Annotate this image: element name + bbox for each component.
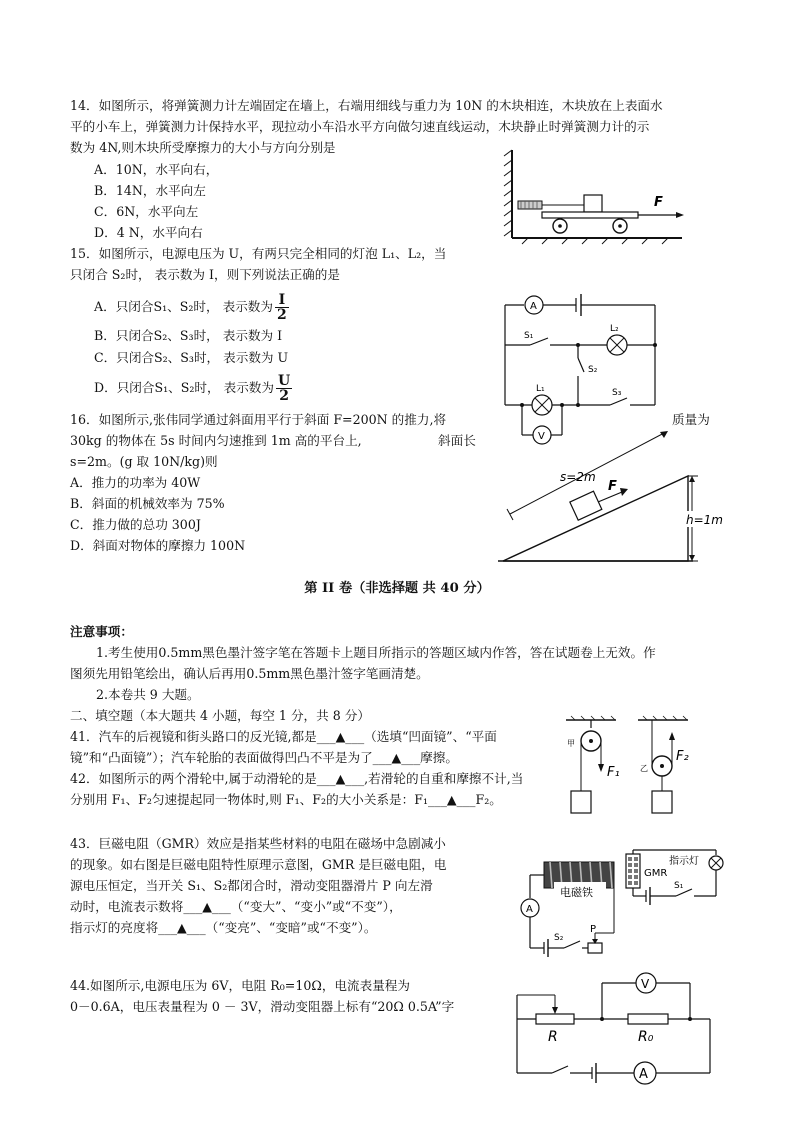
q41-line1: 41．汽车的后视镜和街头路口的反光镜,都是___▲___（选填“凹面镜”、“平面 (70, 729, 497, 744)
q44-voltmeter-label: V (641, 977, 650, 991)
notes-line2: 图须先用铅笔绘出，确认后再用0.5mm黑色墨汁签字笔画清楚。 (70, 666, 429, 681)
q43-lamp-label: 指示灯 (669, 856, 699, 867)
q42-line2: 分别用 F₁、F₂匀速提起同一物体时,则 F₁、F₂的大小关系是：F₁___▲___F₂。 (70, 792, 502, 807)
q15-l1-label: L₁ (536, 384, 545, 394)
q14-option-b: B．14N，水平向左 (94, 183, 206, 198)
q15-option-c: C．只闭合S₂、S₃时， 表示数为 U (94, 350, 289, 365)
section-title: 第 II 卷（非选择题 共 40 分） (304, 581, 490, 596)
q43-s2-label: S₂ (554, 933, 564, 943)
q16-option-b: B．斜面的机械效率为 75% (70, 496, 225, 511)
q15-s1-label: S₁ (524, 331, 534, 341)
notes-line1: 1.考生使用0.5mm黑色墨汁签字笔在答题卡上题目所指示的答题区域内作答，答在试题卷上无效。作 (96, 645, 656, 660)
q42-yi-label: 乙 (640, 764, 648, 773)
notes-line3: 2.本卷共 9 大题。 (96, 687, 200, 702)
q15-stem-line1: 15．如图所示，电源电压为 U，有两只完全相同的灯泡 L₁、L₂，当 (70, 246, 447, 261)
q44-circuit-figure (512, 965, 722, 1095)
q14-option-a: A．10N，水平向右， (94, 162, 219, 177)
q15-ammeter-label: A (530, 301, 537, 312)
q15-option-d-fraction: $\frac{U}{2}$ (277, 373, 291, 404)
q16-option-a: A．推力的功率为 40W (70, 475, 201, 490)
q44-line1: 44.如图所示,电源电压为 6V，电阻 R₀=10Ω，电流表量程为 (70, 978, 410, 993)
q44-ammeter-label: A (639, 1067, 648, 1082)
q43-gmr-label: GMR (644, 868, 668, 879)
q16-stem-incline-length: 斜面长 (438, 433, 476, 448)
q14-figure (502, 150, 702, 245)
q44-r0-label: R₀ (638, 1029, 654, 1045)
notes-title: 注意事项： (70, 624, 133, 639)
q43-line3: 源电压恒定，当开关 S₁、S₂都闭合时，滑动变阻器滑片 P 向左滑 (70, 878, 433, 893)
q15-l2-label: L₂ (610, 324, 619, 334)
q43-s1-label: S₁ (674, 881, 684, 891)
q43-magnet-label: 电磁铁 (560, 886, 593, 899)
q15-option-b: B．只闭合S₂、S₃时， 表示数为 I (94, 328, 283, 343)
q15-option-d: D．只闭合S₁、S₂时， 表示数为 $\frac{U}{2}$ (94, 373, 291, 404)
q15-option-a: A．只闭合S₁、S₂时， 表示数为 $\frac{I}{2}$ (94, 292, 287, 323)
q14-stem-line2: 平的小车上，弹簧测力计保持水平，现拉动小车沿水平方向做匀速直线运动，木块静止时弹簧测力计的示 (70, 119, 650, 134)
q14-option-d: D．4 N，水平向右 (94, 225, 203, 240)
q44-line2: 0－0.6A，电压表量程为 0 － 3V，滑动变阻器上标有“20Ω 0.5A”字 (70, 999, 455, 1014)
q16-stem-line1: 16．如图所示,张伟同学通过斜面用平行于斜面 F=200N 的推力,将 (70, 412, 447, 427)
q15-option-a-fraction: $\frac{I}{2}$ (276, 292, 287, 323)
q14-force-label: F (654, 195, 663, 210)
q41-line2: 镜”和“凸面镜”）；汽车轮胎的表面做得凹凸不平是为了___▲___摩擦。 (70, 750, 458, 765)
q42-line1: 42．如图所示的两个滑轮中,属于动滑轮的是___▲___,若滑轮的自重和摩擦不计,当 (70, 771, 524, 786)
q14-stem-line3: 数为 4N,则木块所受摩擦力的大小与方向分别是 (70, 140, 336, 155)
q16-stem-line3: s=2m。(g 取 10N/kg)则 (70, 454, 218, 469)
q42-f1-label: F₁ (607, 765, 620, 780)
q43-line2: 的现象。如右图是巨磁电阻特性原理示意图，GMR 是巨磁电阻，电 (70, 857, 447, 872)
q16-stem-mass-tail: 质量为 (672, 412, 710, 427)
q15-stem-line2: 只闭合 S₂时， 表示数为 I，则下列说法正确的是 (70, 267, 340, 282)
q14-option-c: C．6N，水平向左 (94, 204, 199, 219)
q43-line1: 43．巨磁电阻（GMR）效应是指某些材料的电阻在磁场中急剧减小 (70, 836, 446, 851)
q16-incline-figure (498, 426, 728, 566)
q16-length-label: s=2m (560, 470, 596, 484)
q16-option-c: C．推力做的总功 300J (70, 517, 201, 532)
q42-pulley-figure (566, 716, 716, 822)
q43-gmr-figure (506, 848, 731, 958)
q43-line5: 指示灯的亮度将___▲___（“变亮”、“变暗”或“不变”）。 (70, 920, 377, 935)
q16-stem-line2: 30kg 的物体在 5s 时间内匀速推到 1m 高的平台上, (70, 433, 362, 448)
q44-rheostat-label: R (548, 1029, 558, 1045)
q14-stem-line1: 14．如图所示，将弹簧测力计左端固定在墙上，右端用细线与重力为 10N 的木块相连，木块放在上表面水 (70, 98, 663, 113)
q15-voltmeter-label: V (538, 431, 545, 442)
q16-height-label: h=1m (686, 513, 723, 527)
q15-s3-label: S₃ (612, 388, 622, 398)
q16-force-label: F (608, 479, 617, 494)
part-title: 二、填空题（本大题共 4 小题，每空 1 分，共 8 分） (70, 708, 370, 723)
q42-jia-label: 甲 (567, 739, 575, 748)
q16-option-d: D．斜面对物体的摩擦力 100N (70, 538, 246, 553)
q42-f2-label: F₂ (676, 749, 689, 764)
q43-line4: 动时，电流表示数将___▲___（“变大”、“变小”或“不变”）， (70, 899, 402, 914)
q15-s2-label: S₂ (588, 365, 598, 375)
q43-slider-label: P (590, 924, 597, 935)
q43-ammeter-label: A (526, 904, 533, 915)
